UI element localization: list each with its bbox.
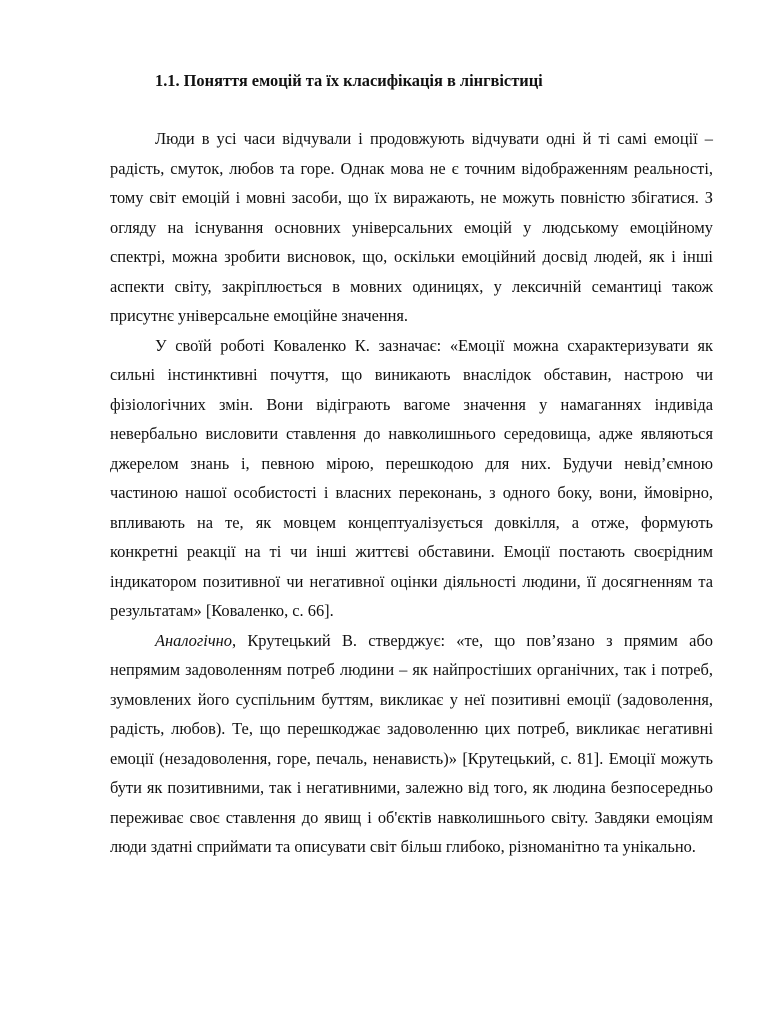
paragraph-3-text: , Крутецький В. стверджує: «те, що пов’язано з прямим або непрямим задоволенням потреб людини – як найпростіших органічних, так і потреб, зумовлених його суспільним буттям, викликає у неї позитивні емоції (задоволення, радість, любов). Те, що перешкоджає задоволенню цих потреб, викликає негативні емоції (незадоволення, горе, печаль, ненависть)» [Крутецький, с. 81]. Емоції можуть бути як позитивними, так і негативними, залежно від того, як людина безпосередньо переживає своє ставлення до явищ і об'єктів навколишнього світу. Завдяки емоціям люди здатні сприймати та описувати світ більш глибоко, різноманітно та унікально. — [110, 630, 713, 856]
paragraph-2 — [110, 331, 713, 626]
section-heading: 1.1. Поняття емоцій та їх класифікація в лінгвістиці — [155, 71, 543, 90]
document-page — [110, 66, 713, 862]
paragraph-2-text: У своїй роботі Коваленко К. зазначає: «Емоції можна схарактеризувати як сильні інстинктивні почуття, що виникають внаслідок обставин, настрою чи фізіологічних змін. Вони відіграють вагоме значення у намаганнях індивіда невербально висловити ставлення до навколишнього середовища, адже являються джерелом знань і, певною мірою, перешкодою для них. Будучи невід’ємною частиною нашої особистості і власних переконань, з одного боку, вони, ймовірно, впливають на те, як мовцем концептуалізується довкілля, а отже, формують конкретні реакції на ті чи інші життєві обставини. Емоції постають своєрідним індикатором позитивної чи негативної оцінки діяльності людини, її досягненням та результатам» [Коваленко, с. 66]. — [110, 335, 713, 620]
paragraph-1-text: Люди в усі часи відчували і продовжують відчувати одні й ті самі емоції – радість, смуток, любов та горе. Однак мова не є точним відображенням реальності, тому світ емоцій і мовні засоби, що їх виражають, не можуть повністю збігатися. З огляду на існування основних універсальних емоцій у людському емоційному спектрі, можна зробити висновок, що, оскільки емоційний досвід людей, як і інші аспекти світу, закріплюється в мовних одиницях, у лексичній семантиці також присутнє універсальне емоційне значення. — [110, 129, 713, 325]
paragraph-3-italic-lead: Аналогічно — [155, 630, 232, 650]
paragraph-1 — [110, 124, 713, 331]
paragraph-3 — [110, 626, 713, 862]
